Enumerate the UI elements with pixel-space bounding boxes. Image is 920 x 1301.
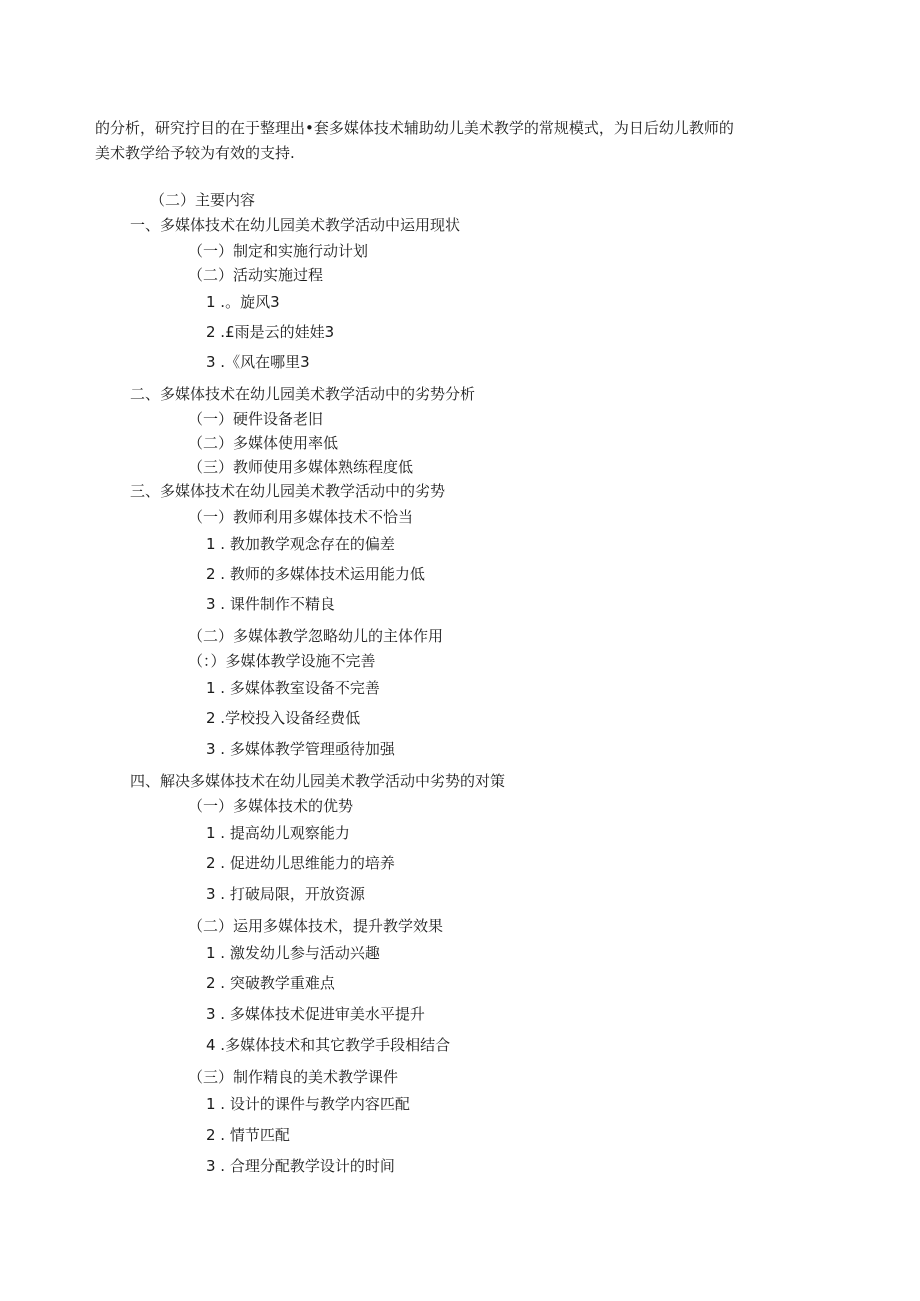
chapter-4-sub-3-item-1: 1 . 设计的课件与教学内容匹配 <box>206 1095 410 1113</box>
chapter-3-sub-3: （：）多媒体教学设施不完善 <box>188 652 376 670</box>
chapter-4-sub-1-item-3: 3 . 打破局限，开放资源 <box>206 885 365 903</box>
chapter-1-sub-1: （一）制定和实施行动计划 <box>188 242 369 260</box>
chapter-1-item-1: 1 .。旋风3 <box>206 293 280 311</box>
chapter-1-item-3: 3 .《风在哪里3 <box>206 353 310 371</box>
chapter-4-sub-2-item-4: 4 .多媒体技术和其它教学手段相结合 <box>206 1036 451 1054</box>
chapter-3-title: 三、多媒体技术在幼儿园美术教学活动中的劣势 <box>130 482 446 500</box>
chapter-3-sub-3-item-2: 2 .学校投入设备经费低 <box>206 709 361 727</box>
chapter-3-sub-1-item-2: 2 . 教师的多媒体技术运用能力低 <box>206 565 425 583</box>
chapter-4-sub-2: （二）运用多媒体技术，提升教学效果 <box>188 917 444 935</box>
chapter-4-sub-2-item-3: 3 . 多媒体技术促进审美水平提升 <box>206 1005 425 1023</box>
chapter-3-sub-3-item-3: 3 . 多媒体教学管理亟待加强 <box>206 740 395 758</box>
chapter-3-sub-1-item-3: 3 . 课件制作不精良 <box>206 595 335 613</box>
chapter-2-sub-2: （二）多媒体使用率低 <box>188 434 339 452</box>
chapter-4-sub-3-item-2: 2 . 情节匹配 <box>206 1126 290 1144</box>
chapter-1-title: 一、多媒体技术在幼儿园美术教学活动中运用现状 <box>130 216 461 234</box>
chapter-4-sub-1: （一）多媒体技术的优势 <box>188 797 354 815</box>
chapter-1-sub-2: （二）活动实施过程 <box>188 266 324 284</box>
chapter-3-sub-1-item-1: 1 . 教加教学观念存在的偏差 <box>206 535 395 553</box>
chapter-3-sub-2: （二）多媒体教学忽略幼儿的主体作用 <box>188 627 444 645</box>
section-title: （二）主要内容 <box>150 191 256 209</box>
chapter-4-sub-2-item-2: 2 . 突破教学重难点 <box>206 974 335 992</box>
intro-line-1: 的分析，研究拧目的在于整理出•套多媒体技术辅助幼儿美术教学的常规模式，为日后幼儿教师的 <box>95 119 734 137</box>
chapter-2-sub-1: （一）硬件设备老旧 <box>188 410 324 428</box>
chapter-4-sub-2-item-1: 1 . 激发幼儿参与活动兴趣 <box>206 944 380 962</box>
chapter-1-item-2: 2 .£雨是云的娃娃3 <box>206 323 335 341</box>
chapter-4-title: 四、解决多媒体技术在幼儿园美术教学活动中劣势的对策 <box>130 772 506 790</box>
chapter-3-sub-3-item-1: 1 . 多媒体教室设备不完善 <box>206 679 380 697</box>
chapter-4-sub-1-item-1: 1 . 提高幼儿观察能力 <box>206 824 350 842</box>
intro-paragraph <box>95 116 835 166</box>
chapter-3-sub-1: （一）教师利用多媒体技术不恰当 <box>188 508 414 526</box>
intro-line-2: 美术教学给予较为有效的支持. <box>95 144 295 162</box>
chapter-4-sub-1-item-2: 2 . 促进幼儿思维能力的培养 <box>206 854 395 872</box>
chapter-4-sub-3: （三）制作精良的美术教学课件 <box>188 1068 399 1086</box>
chapter-4-sub-3-item-3: 3 . 合理分配教学设计的时间 <box>206 1157 395 1175</box>
chapter-2-sub-3: （三）教师使用多媒体熟练程度低 <box>188 458 414 476</box>
chapter-2-title: 二、多媒体技术在幼儿园美术教学活动中的劣势分析 <box>130 385 476 403</box>
